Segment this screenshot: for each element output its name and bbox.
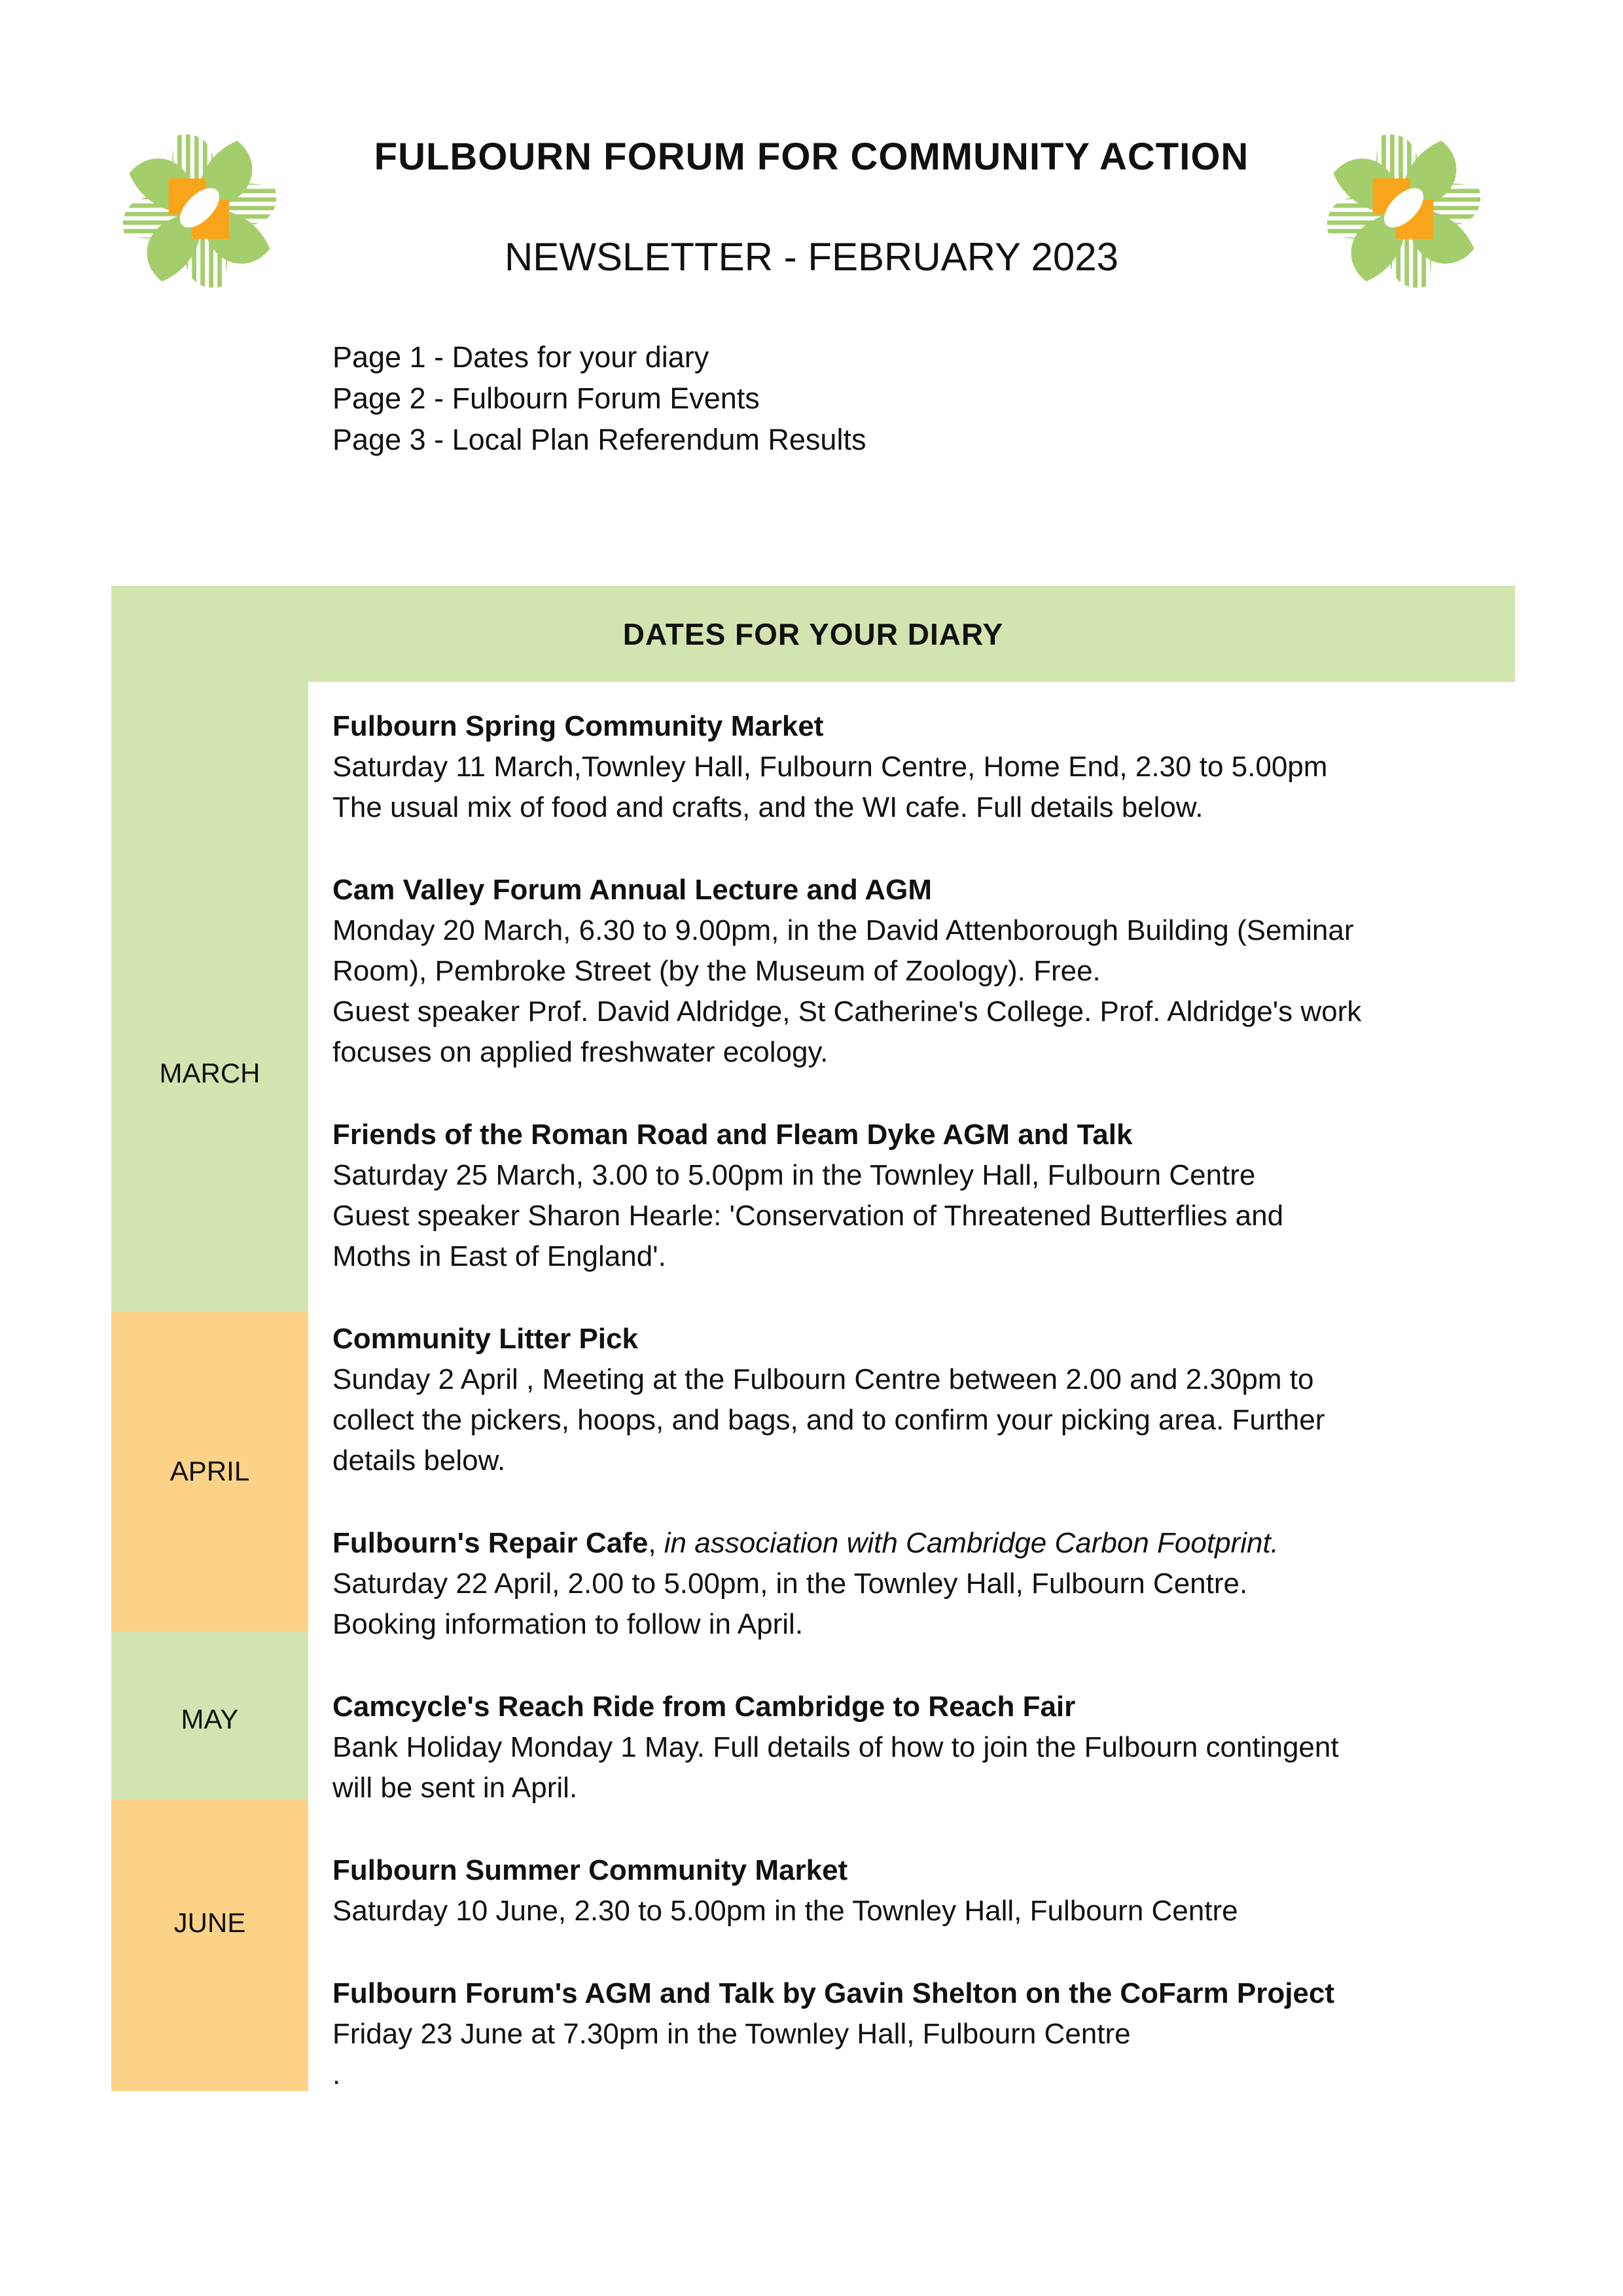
event-title: Fulbourn Forum's AGM and Talk by Gavin Shelton on the CoFarm Project <box>332 1977 1335 2009</box>
event-title-separator: , <box>648 1527 664 1559</box>
event-text-line: Guest speaker Prof. David Aldridge, St Catherine's College. Prof. Aldridge's work <box>332 996 1362 1028</box>
fulbourn-forum-logo-icon <box>118 128 281 295</box>
event-title <box>332 1523 1524 1564</box>
event-title: Cam Valley Forum Annual Lecture and AGM <box>332 874 933 906</box>
event-title-italic: in association with Cambridge Carbon Footprint. <box>664 1527 1279 1559</box>
event-text-line: focuses on applied freshwater ecology. <box>332 1036 829 1068</box>
event-text-line: details below. <box>332 1444 506 1477</box>
event-spring-community-market <box>332 706 1524 828</box>
event-roman-road-fleam-dyke-agm <box>332 1115 1524 1277</box>
event-text-line: Friday 23 June at 7.30pm in the Townley Hall, Fulbourn Centre <box>332 2018 1131 2050</box>
month-label-may: MAY <box>181 1704 239 1734</box>
event-text-line: Saturday 11 March,Townley Hall, Fulbourn Centre, Home End, 2.30 to 5.00pm <box>332 751 1328 783</box>
event-text-line: Room), Pembroke Street (by the Museum of Zoology). Free. <box>332 955 1101 987</box>
toc-item-page3: Page 3 - Local Plan Referendum Results <box>332 423 866 456</box>
month-label-april: APRIL <box>169 1456 250 1486</box>
event-text-line: Saturday 22 April, 2.00 to 5.00pm, in the Townley Hall, Fulbourn Centre. <box>332 1568 1248 1600</box>
event-summer-community-market <box>332 1850 1524 1931</box>
event-text-line: Saturday 25 March, 3.00 to 5.00pm in the Townley Hall, Fulbourn Centre <box>332 1159 1256 1191</box>
event-repair-cafe <box>332 1523 1524 1645</box>
event-title: Friends of the Roman Road and Fleam Dyke AGM and Talk <box>332 1119 1133 1151</box>
event-title: Fulbourn Spring Community Market <box>332 710 824 742</box>
event-text-line: collect the pickers, hoops, and bags, and to confirm your picking area. Further <box>332 1404 1325 1436</box>
event-title-bold: Fulbourn's Repair Cafe <box>332 1527 649 1559</box>
diary-section-title: DATES FOR YOUR DIARY <box>622 617 1004 651</box>
newsletter-subtitle: NEWSLETTER - FEBRUARY 2023 <box>504 235 1119 279</box>
event-text-line: Sunday 2 April , Meeting at the Fulbourn Centre between 2.00 and 2.30pm to <box>332 1363 1314 1395</box>
event-camcycle-reach-ride <box>332 1687 1524 1808</box>
event-text-line: Moths in East of England'. <box>332 1240 666 1272</box>
event-title: Fulbourn Summer Community Market <box>332 1854 848 1886</box>
event-text-line: will be sent in April. <box>332 1772 578 1804</box>
toc-item-page2: Page 2 - Fulbourn Forum Events <box>332 382 760 415</box>
month-band-march <box>111 682 308 1312</box>
toc-item-page1: Page 1 - Dates for your diary <box>332 340 709 374</box>
newsletter-title: FULBOURN FORUM FOR COMMUNITY ACTION <box>374 135 1249 178</box>
fulbourn-forum-logo-icon <box>1322 128 1486 295</box>
event-forum-agm-cofarm <box>332 1973 1524 2095</box>
event-text-line: Booking information to follow in April. <box>332 1608 804 1640</box>
event-cam-valley-forum-agm <box>332 870 1524 1073</box>
event-text-line: . <box>332 2058 341 2090</box>
diary-section-header <box>111 586 1515 682</box>
month-band-june <box>111 1800 308 2091</box>
table-of-contents <box>332 336 866 460</box>
event-text-line: Monday 20 March, 6.30 to 9.00pm, in the David Attenborough Building (Seminar <box>332 914 1354 946</box>
month-label-march: MARCH <box>159 1058 260 1088</box>
event-title: Camcycle's Reach Ride from Cambridge to Reach Fair <box>332 1691 1076 1723</box>
event-text-line: Saturday 10 June, 2.30 to 5.00pm in the Townley Hall, Fulbourn Centre <box>332 1895 1238 1927</box>
event-text-line: Bank Holiday Monday 1 May. Full details of how to join the Fulbourn contingent <box>332 1731 1339 1763</box>
event-text-line: The usual mix of food and crafts, and the WI cafe. Full details below. <box>332 791 1204 823</box>
event-text-line: Guest speaker Sharon Hearle: 'Conservation of Threatened Butterflies and <box>332 1200 1284 1232</box>
month-label-june: JUNE <box>173 1907 246 1938</box>
event-community-litter-pick <box>332 1319 1524 1481</box>
event-title: Community Litter Pick <box>332 1323 638 1355</box>
diary-events <box>332 706 1524 2137</box>
